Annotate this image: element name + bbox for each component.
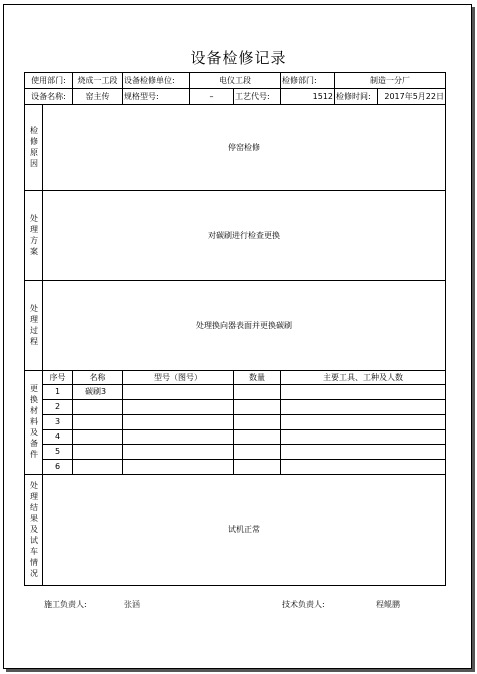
use-dept-value: 烧成一工段 <box>73 73 123 89</box>
table-row-name: 碳刷3 <box>73 385 123 400</box>
materials-label: 更换材料及备件 <box>25 371 43 475</box>
materials-header-model: 型号（图号） <box>123 371 234 385</box>
cause-value: 停窑检修 <box>43 105 445 191</box>
construction-lead-label: 施工负责人: <box>44 600 87 609</box>
spec-value: – <box>190 89 234 105</box>
spec-label: 规格型号: <box>123 89 190 105</box>
table-row-no: 1 <box>43 385 73 400</box>
table-row-tools <box>281 445 445 460</box>
construction-lead-name: 张涵 <box>124 600 140 609</box>
maint-time-value: 2017年5月22日 <box>378 89 445 105</box>
plan-value: 对碳刷进行检查更换 <box>43 191 445 281</box>
process-label: 处理过程 <box>25 281 43 371</box>
table-row-tools <box>281 415 445 430</box>
table-row-qty <box>234 445 281 460</box>
table-row-name <box>73 415 123 430</box>
cause-label: 检修原因 <box>25 105 43 191</box>
table-row-model <box>123 385 234 400</box>
table-row-model <box>123 400 234 415</box>
table-row-qty <box>234 385 281 400</box>
maint-unit-label: 设备检修单位: <box>123 73 190 89</box>
equip-name-label: 设备名称: <box>25 89 73 105</box>
tech-lead-name: 程鲲鹏 <box>376 600 400 609</box>
plan-label: 处理方案 <box>25 191 43 281</box>
tech-lead-label: 技术负责人: <box>282 600 325 609</box>
table-row-tools <box>281 460 445 475</box>
table-row-model <box>123 445 234 460</box>
table-row-tools <box>281 385 445 400</box>
result-label: 处理结果及试车情况 <box>25 475 43 585</box>
maint-dept-value: 制造一分厂 <box>335 73 445 89</box>
process-code-value: 1512 <box>281 89 335 105</box>
process-code-label: 工艺代号: <box>234 89 281 105</box>
table-row-no: 3 <box>43 415 73 430</box>
table-row-qty <box>234 430 281 445</box>
table-row-name <box>73 460 123 475</box>
table-row-name <box>73 445 123 460</box>
document-title: 设备检修记录 <box>190 49 287 67</box>
table-row-no: 4 <box>43 430 73 445</box>
maint-dept-label: 检修部门: <box>281 73 335 89</box>
materials-header-qty: 数量 <box>234 371 281 385</box>
use-dept-label: 使用部门: <box>25 73 73 89</box>
result-value: 试机正常 <box>228 525 260 534</box>
table-row-no: 2 <box>43 400 73 415</box>
table-row-qty <box>234 400 281 415</box>
equip-name-value: 窑主传 <box>73 89 123 105</box>
table-row-tools <box>281 400 445 415</box>
table-row-no: 6 <box>43 460 73 475</box>
table-row-model <box>123 415 234 430</box>
table-row-tools <box>281 430 445 445</box>
table-row-qty <box>234 460 281 475</box>
table-row-qty <box>234 415 281 430</box>
table-row-name <box>73 400 123 415</box>
materials-header-tools: 主要工具、工种及人数 <box>281 371 445 385</box>
table-row-model <box>123 460 234 475</box>
process-value: 处理换向器表面并更换碳刷 <box>43 281 445 371</box>
maint-time-label: 检修时间: <box>335 89 378 105</box>
table-row-name <box>73 430 123 445</box>
record-table <box>24 72 446 586</box>
materials-header-name: 名称 <box>73 371 123 385</box>
materials-header-no: 序号 <box>43 371 73 385</box>
table-row-model <box>123 430 234 445</box>
maint-unit-value: 电仪工段 <box>190 73 281 89</box>
table-row-no: 5 <box>43 445 73 460</box>
